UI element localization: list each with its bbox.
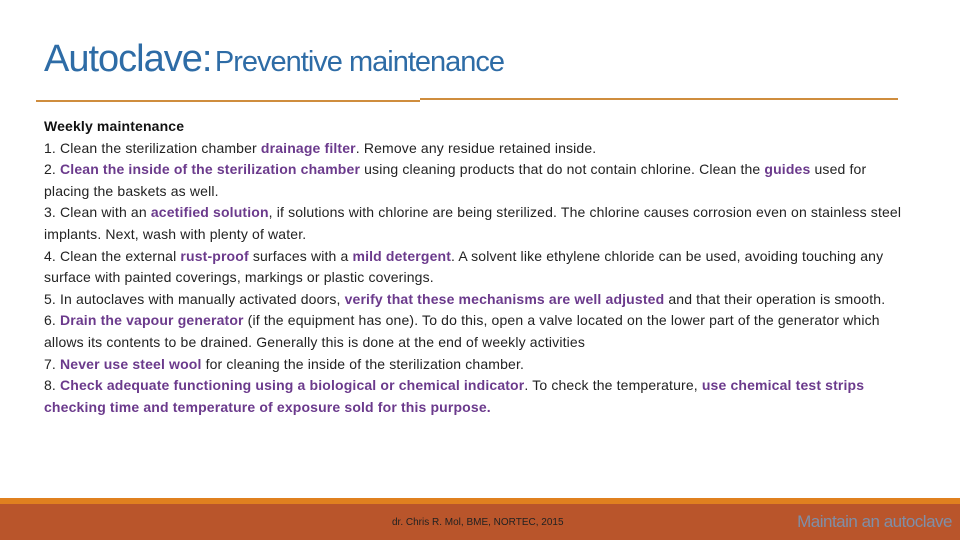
footer — [0, 504, 960, 540]
title-divider-right — [420, 98, 898, 100]
item-text: 5. In autoclaves with manually activated doors, — [44, 290, 345, 307]
highlighted-text: Drain the vapour generator — [60, 312, 244, 329]
title-divider-left — [36, 100, 420, 102]
highlighted-text: drainage filter — [260, 139, 356, 156]
maintenance-item — [44, 202, 910, 245]
highlighted-text: verify that these mechanisms are well adjusted — [344, 290, 665, 307]
maintenance-item — [44, 354, 910, 376]
content-body — [44, 116, 910, 418]
highlighted-text: mild detergent — [352, 247, 452, 264]
highlighted-text: use chemical test strips checking time and temperature of exposure sold for this purpose. — [44, 377, 865, 415]
maintenance-item — [44, 310, 910, 353]
footer-credit: dr. Chris R. Mol, BME, NORTEC, 2015 — [392, 517, 564, 528]
section-heading: Weekly maintenance — [44, 118, 185, 134]
item-text: . A solvent like ethylene chloride can be used, avoiding touching any surface with painted coverings, markings or plastic coverings. — [44, 247, 884, 286]
highlighted-text: Never use steel wool — [60, 355, 202, 372]
item-text: 7. — [44, 355, 61, 372]
item-text: for cleaning the inside of the sterilization chamber. — [201, 355, 525, 372]
page-title — [44, 38, 504, 81]
item-text: and that their operation is smooth. — [664, 290, 886, 307]
maintenance-item — [44, 138, 910, 160]
maintenance-item — [44, 159, 910, 202]
highlighted-text: guides — [764, 161, 811, 178]
item-text: , if solutions with chlorine are being sterilized. The chlorine causes corrosion even on stainless steel implants. Next, wash with plenty of water. — [44, 204, 902, 242]
item-text: 1. Clean the sterilization chamber — [44, 139, 261, 156]
maintenance-item — [44, 375, 910, 418]
item-text: 8. — [44, 377, 61, 394]
maintenance-item — [44, 289, 910, 311]
maintenance-list — [44, 138, 910, 419]
item-text: 6. — [44, 312, 61, 329]
footer-topic: Maintain an autoclave — [797, 512, 952, 531]
item-text: used for placing the baskets as well. — [44, 161, 867, 199]
highlighted-text: rust-proof — [180, 247, 249, 264]
title-main: Autoclave: — [44, 38, 212, 80]
item-text: using cleaning products that do not contain chlorine. Clean the — [360, 161, 765, 178]
title-sub: Preventive maintenance — [214, 46, 505, 78]
item-text: . To check the temperature, — [524, 377, 702, 394]
item-text: (if the equipment has one). To do this, open a valve located on the lower part of the generator which allows its contents to be drained. Generally this is done at the end of weekly activities — [44, 312, 880, 350]
item-text: . Remove any residue retained inside. — [355, 139, 597, 156]
item-text: 3. Clean with an — [44, 204, 151, 221]
highlighted-text: Clean the inside of the sterilization chamber — [60, 161, 361, 178]
highlighted-text: Check adequate functioning using a biological or chemical indicator — [60, 377, 525, 394]
item-text: 4. Clean the external — [44, 247, 181, 264]
item-text: surfaces with a — [248, 247, 353, 264]
item-text: 2. — [44, 161, 61, 178]
maintenance-item — [44, 246, 910, 289]
highlighted-text: acetified solution — [150, 204, 269, 221]
